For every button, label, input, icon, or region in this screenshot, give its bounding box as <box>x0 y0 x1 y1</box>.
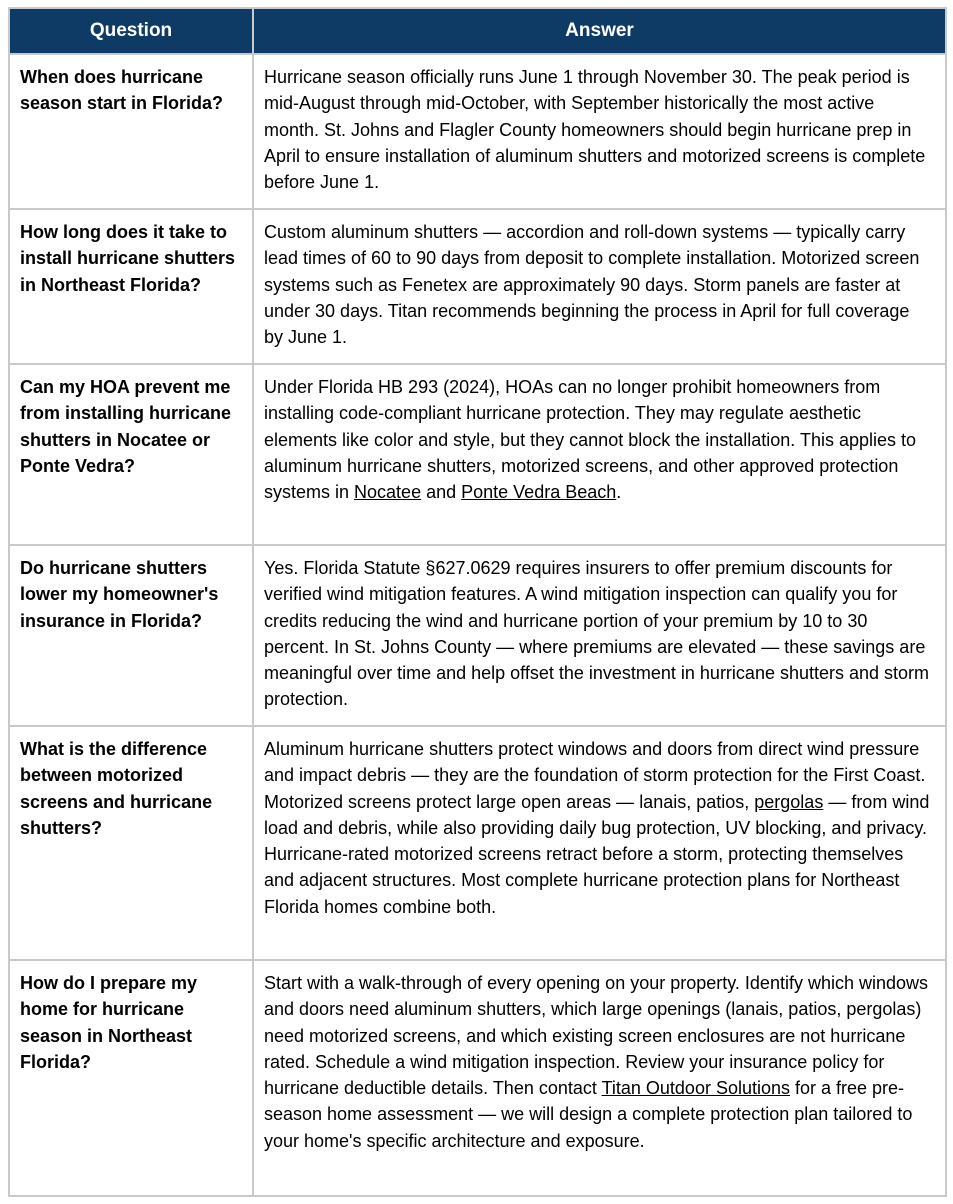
faq-answer <box>253 364 946 545</box>
ponte-vedra-beach-link[interactable]: Ponte Vedra Beach <box>461 482 617 503</box>
pergolas-link[interactable]: pergolas <box>754 791 824 812</box>
faq-question: When does hurricane season start in Florida? <box>9 54 253 209</box>
faq-row <box>9 209 946 364</box>
faq-question: Can my HOA prevent me from installing hurricane shutters in Nocatee or Ponte Vedra? <box>9 364 253 545</box>
answer-text: for a free pre-season home assessment — we will design a complete protection plan tailored to your home's specific architecture and exposure. <box>264 1078 913 1151</box>
answer-text: Aluminum hurricane shutters protect windows and doors from direct wind pressure and impact debris — they are the foundation of storm protection for the First Coast. Motorized screens protect large open areas — lanais, patios, <box>264 739 926 812</box>
faq-row <box>9 726 946 960</box>
faq-answer: Hurricane season officially runs June 1 through November 30. The peak period is mid-August through mid-October, with September historically the most active month. St. Johns and Flagler County homeowners should begin hurricane prep in April to ensure installation of aluminum shutters and motorized screens is complete before June 1. <box>253 54 946 209</box>
faq-row <box>9 960 946 1196</box>
faq-answer: Custom aluminum shutters — accordion and roll-down systems — typically carry lead times of 60 to 90 days from deposit to complete installation. Motorized screen systems such as Fenetex are approximately 90 days. Storm panels are faster at under 30 days. Titan recommends beginning the process in April for full coverage by June 1. <box>253 209 946 364</box>
titan-outdoor-solutions-link[interactable]: Titan Outdoor Solutions <box>601 1078 790 1099</box>
answer-column-header: Answer <box>253 8 946 54</box>
faq-answer <box>253 726 946 960</box>
faq-row <box>9 54 946 209</box>
faq-row <box>9 545 946 726</box>
question-column-header: Question <box>9 8 253 54</box>
nocatee-link[interactable]: Nocatee <box>354 482 422 503</box>
faq-table <box>8 7 947 1197</box>
answer-text: — from wind load and debris, while also providing daily bug protection, UV blocking, and privacy. Hurricane-rated motorized screens retract before a storm, protecting themselves and adjacent structures. Most complete hurricane protection plans for Northeast Florida homes combine both. <box>264 791 930 917</box>
faq-question: Do hurricane shutters lower my homeowner's insurance in Florida? <box>9 545 253 726</box>
faq-question: How do I prepare my home for hurricane season in Northeast Florida? <box>9 960 253 1196</box>
faq-question: What is the difference between motorized screens and hurricane shutters? <box>9 726 253 960</box>
answer-text: . <box>616 482 622 503</box>
faq-answer <box>253 960 946 1196</box>
faq-answer: Yes. Florida Statute §627.0629 requires insurers to offer premium discounts for verified wind mitigation features. A wind mitigation inspection can qualify you for credits reducing the wind and hurricane portion of your premium by 10 to 30 percent. In St. Johns County — where premiums are elevated — these savings are meaningful over time and help offset the investment in hurricane shutters and storm protection. <box>253 545 946 726</box>
answer-text: Under Florida HB 293 (2024), HOAs can no longer prohibit homeowners from installing code-compliant hurricane protection. They may regulate aesthetic elements like color and style, but they cannot block the installation. This applies to aluminum hurricane shutters, motorized screens, and other approved protection systems in <box>264 377 917 503</box>
faq-question: How long does it take to install hurricane shutters in Northeast Florida? <box>9 209 253 364</box>
header-row <box>9 8 946 54</box>
answer-text: Start with a walk-through of every opening on your property. Identify which windows and doors need aluminum shutters, which large openings (lanais, patios, pergolas) need motorized screens, and which existing screen enclosures are not hurricane rated. Schedule a wind mitigation inspection. Review your insurance policy for hurricane deductible details. Then contact <box>264 973 929 1099</box>
faq-row <box>9 364 946 545</box>
answer-text: and <box>421 482 462 503</box>
